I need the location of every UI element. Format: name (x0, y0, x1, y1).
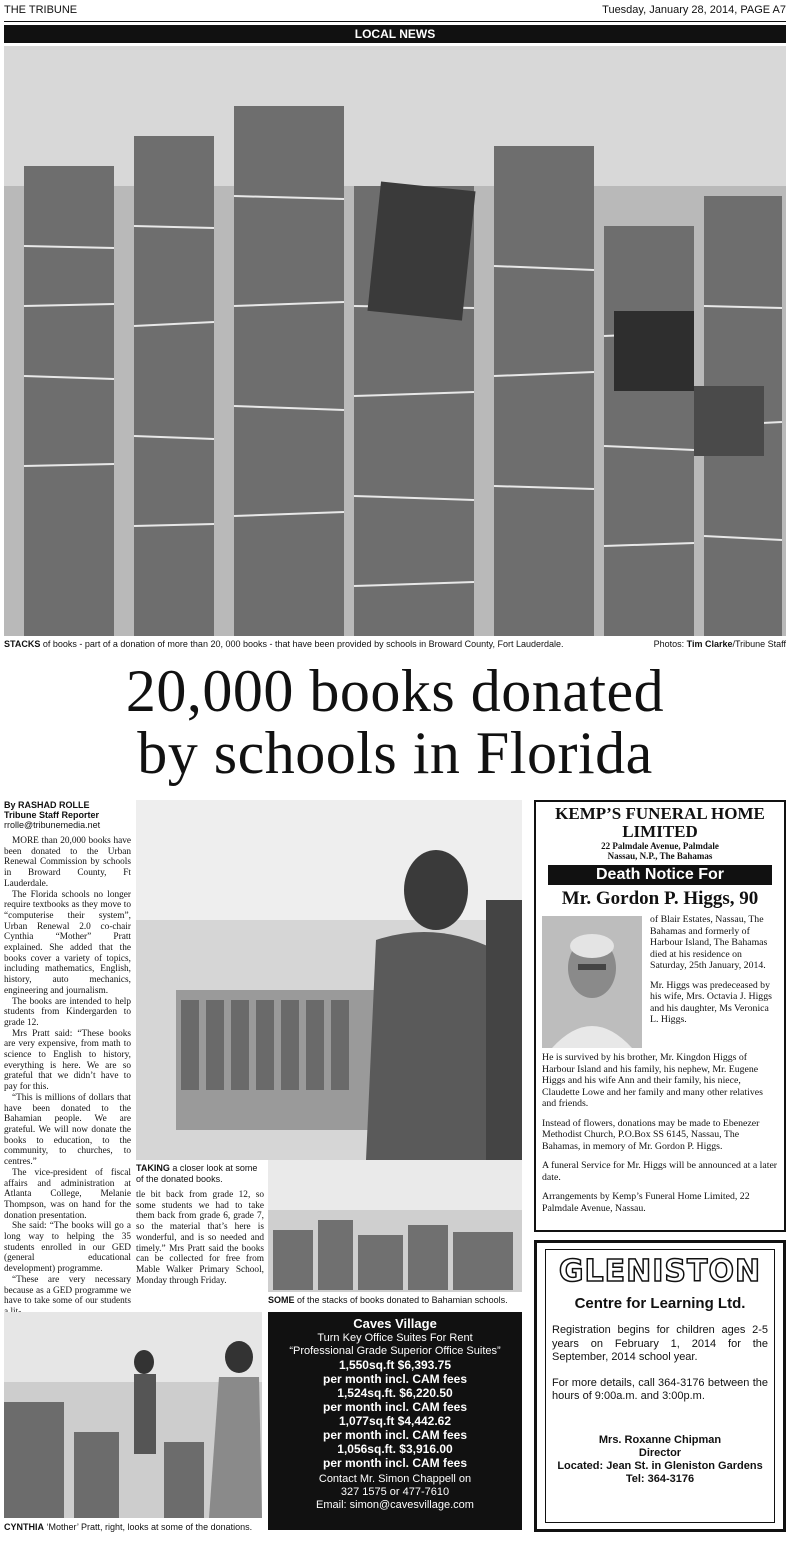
kemp-para: A funeral Service for Mr. Higgs will be announced at a later date. (542, 1160, 778, 1183)
caves-contact-2: 327 1575 or 477-7610 (340, 1486, 450, 1498)
photo-cynthia-pratt (4, 1312, 262, 1518)
gleniston-subtitle: Centre for Learning Ltd. (574, 1295, 746, 1312)
photo-stacks-in-room (268, 1160, 522, 1292)
byline-email: rrolle@tribunemedia.net (4, 820, 101, 830)
death-notice-banner: Death Notice For (548, 865, 772, 885)
caption-lead: STACKS (4, 639, 41, 649)
main-photo-book-stacks (4, 46, 786, 636)
article-paragraph: MORE than 20,000 books have been donated to the Urban Renewal Commission by schools in Broward County, Ft Lauderdale. (4, 836, 131, 889)
byline-title: Tribune Staff Reporter (4, 810, 100, 820)
kemp-para: Instead of flowers, donations may be made to Ebenezer Methodist Church, P.O.Box SS 6145, Nassau, The Bahamas, in memory of Mr. Gordon P. Higgs. (542, 1117, 760, 1152)
caves-contact-1: Contact Mr. Simon Chappell on (318, 1473, 472, 1485)
photo-credit (654, 639, 786, 650)
gleniston-contact-role: Director (638, 1446, 682, 1459)
caves-subtitle-1: Turn Key Office Suites For Rent (317, 1332, 473, 1344)
caption-text: of books - part of a donation of more than 20, 000 books - that have been provided by schools in Broward County, Fort Lauderdale. (40, 639, 564, 649)
credit-prefix: Photos: (653, 639, 687, 649)
caves-price-line: 1,550sq.ft $6,393.75 (338, 1358, 452, 1372)
kemp-para: Arrangements by Kemp’s Funeral Home Limited, 22 Palmdale Avenue, Nassau. (542, 1191, 750, 1214)
section-bar: LOCAL NEWS (4, 25, 786, 43)
caption-lead: SOME (268, 1295, 295, 1305)
caves-price-line: per month incl. CAM fees (322, 1372, 468, 1386)
kemp-address-2: Nassau, N.P., The Bahamas (607, 851, 713, 861)
caves-price-line: 1,056sq.ft. $3,916.00 (337, 1442, 453, 1456)
byline (4, 800, 132, 830)
article-paragraph: Mrs Pratt said: “These books are very expensive, from math to science to English to history, everything is here. We are so grateful that we didn’t have to pay for this. (4, 1028, 131, 1093)
caves-price-line: per month incl. CAM fees (322, 1400, 468, 1414)
caves-price-line: 1,077sq.ft $4,442.62 (338, 1414, 452, 1428)
caves-village-ad (268, 1312, 522, 1530)
headline (0, 660, 790, 784)
article-paragraph: “These are very necessary because as a GED programme we have to take some of our students (4, 1274, 131, 1307)
article-paragraph: tle bit back from grade 12, so some students we had to take them back from grade 6, grade 7, so the material that’s here is wonderful, and is so needed and timely.” Mrs Pratt said the books can be collected for free from Mable Walker Primary School, Monday through Friday. (136, 1190, 264, 1286)
caves-price-line: per month incl. CAM fees (322, 1456, 468, 1470)
some-caption (268, 1295, 522, 1306)
article-column-1 (4, 836, 131, 1318)
gleniston-details: For more details, call 364-3176 between the hours of 9:00a.m. and 3:00p.m. (552, 1376, 768, 1402)
caption-text: ‘Mother’ Pratt, right, looks at some of the donations. (44, 1522, 253, 1532)
caves-email: Email: simon@cavesvillage.com (316, 1499, 474, 1511)
article-paragraph: The books are intended to help students from Kindergarden to grade 12. (4, 996, 131, 1028)
kemps-funeral-ad (534, 800, 786, 1232)
kemp-para: of Blair Estates, Nassau, The Bahamas and formerly of Harbour Island, The Bahamas died at his residence on Saturday, 25th January, 2014. (650, 914, 768, 971)
caption-lead: TAKING (136, 1163, 170, 1173)
caves-price-line: 1,524sq.ft. $6,220.50 (337, 1386, 453, 1400)
credit-name: Tim Clarke (686, 639, 733, 649)
article-paragraph: The vice-president of fiscal affairs and administration at Atlanta College, Melanie Thompson, was on hand for the donation presentation. (4, 1167, 131, 1221)
main-photo-caption (4, 639, 564, 650)
gleniston-ad (534, 1240, 786, 1532)
deceased-portrait (542, 916, 642, 1048)
caption-lead: CYNTHIA (4, 1522, 44, 1532)
kemp-body (542, 914, 778, 1214)
byline-author: By RASHAD ROLLE (4, 800, 90, 810)
credit-suffix: /Tribune Staff (732, 639, 786, 649)
gleniston-logo: GLENISTON (558, 1254, 762, 1289)
gleniston-contact-name: Mrs. Roxanne Chipman (598, 1433, 722, 1446)
caves-title: Caves Village (353, 1316, 437, 1331)
headline-line-2: by schools in Florida (137, 720, 653, 786)
deceased-name: Mr. Gordon P. Higgs, 90 (561, 888, 759, 909)
headline-line-1: 20,000 books donated (125, 658, 665, 724)
caption-text: a closer look at some of the donated books. (136, 1163, 258, 1184)
caves-subtitle-2: “Professional Grade Superior Office Suites” (289, 1345, 501, 1357)
dateline: Tuesday, January 28, 2014, PAGE A7 (602, 4, 786, 16)
article-paragraph: “This is millions of dollars that have been donated to the Bahamian people. We are grateful. We will now donate the books to education, to the community, to churches, to centres.” (4, 1092, 131, 1168)
photo-woman-with-books (136, 800, 522, 1160)
kemp-para: He is survived by his brother, Mr. Kingdon Higgs of Harbour Island and his family, his nephew, Mr. Eugene Higgs and his wife Ann and their family, his niece, Claudette Lowe and her family and many other relatives and friends. (542, 1052, 763, 1109)
article-paragraph: She said: “The books will go a long way to helping the 35 students enrolled in our GED (general educational development) programme. (4, 1221, 131, 1275)
gleniston-location: Located: Jean St. in Gleniston Gardens (557, 1459, 763, 1472)
taking-caption (136, 1163, 266, 1185)
header-rule (4, 21, 786, 22)
article-paragraph: The Florida schools no longer require textbooks as they move to “computerise their system”, Urban Renewal 2.0 co-chair Cynthia “Mother” Pratt explained. She added that the books cover a variety of topics, including mathematics, English, history, auto mechanics, engineering and journalism. (4, 889, 131, 996)
gleniston-tel: Tel: 364-3176 (625, 1472, 695, 1485)
kemp-address-1: 22 Palmdale Avenue, Palmdale (601, 841, 719, 851)
cynthia-caption (4, 1522, 262, 1533)
kemp-title: KEMP’S FUNERAL HOME LIMITED (555, 804, 765, 841)
paper-name: THE TRIBUNE (4, 4, 78, 16)
caption-text: of the stacks of books donated to Bahamian schools. (294, 1295, 508, 1305)
page-header (4, 4, 786, 20)
caves-price-line: per month incl. CAM fees (322, 1428, 468, 1442)
kemp-para: Mr. Higgs was predeceased by his wife, Mrs. Octavia J. Higgs and his daughter, Ms Veronica L. Higgs. (650, 979, 772, 1025)
article-column-2 (136, 1190, 264, 1286)
gleniston-registration: Registration begins for children ages 2-5 years on February 1, 2014 for the September, 2014 school year. (552, 1324, 768, 1363)
